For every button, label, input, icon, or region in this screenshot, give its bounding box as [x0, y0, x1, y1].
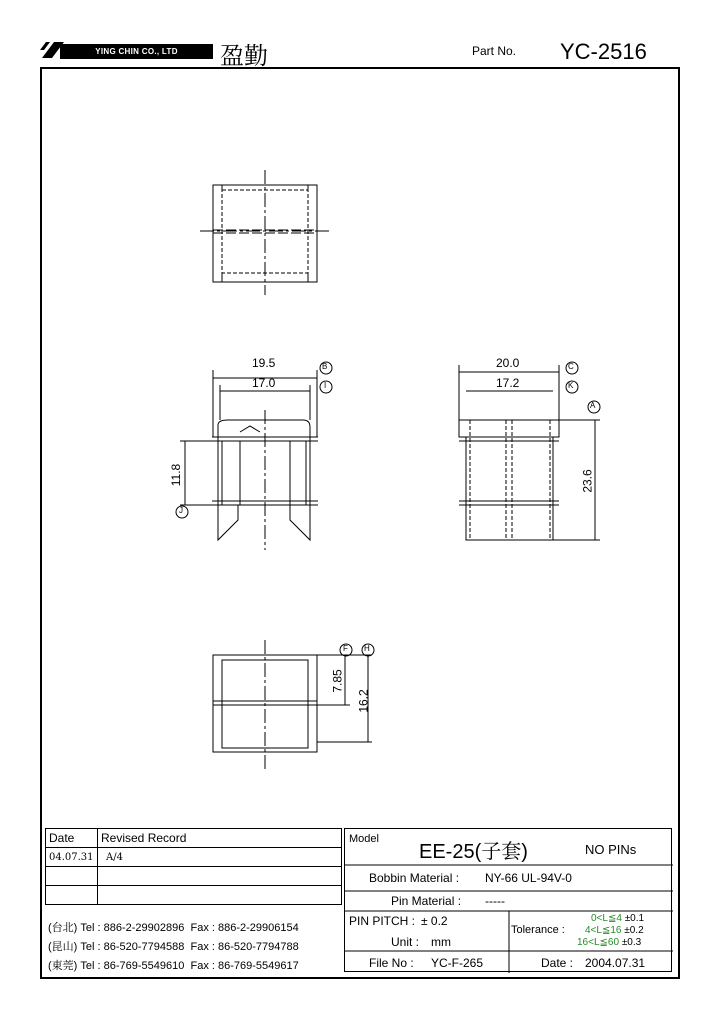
tolerance-range: 16<L≦60: [577, 937, 620, 948]
date-label: Date :: [541, 956, 574, 970]
tolerance-value: ±0.1: [624, 913, 645, 924]
contact-fax: Fax : 86-769-5549617: [190, 960, 299, 972]
contact-dongguan: [48, 957, 299, 973]
dim-11-8: 11.8: [169, 463, 184, 487]
tag-i: I: [324, 381, 327, 390]
contact-location: (昆山): [48, 941, 78, 953]
top-view: [200, 170, 330, 295]
contact-location: (東莞): [48, 960, 78, 972]
contact-location: (台北): [48, 922, 78, 934]
tag-c: C: [568, 362, 574, 371]
tolerance-label: Tolerance :: [511, 924, 565, 936]
bottom-view: [213, 640, 372, 770]
revision-date: [46, 886, 98, 905]
tolerance-range: 0<L≦4: [591, 913, 622, 924]
dim-19-5: 19.5: [252, 356, 276, 370]
file-no-value: YC-F-265: [431, 956, 484, 970]
company-name: YING CHIN CO., LTD: [60, 44, 213, 59]
pin-material-value: -----: [485, 894, 505, 908]
pin-pitch-value: ± 0.2: [421, 914, 448, 928]
tolerance-row-1: [591, 913, 644, 924]
revision-date: [46, 867, 98, 886]
table-row: [46, 848, 342, 867]
revision-table: [45, 828, 342, 905]
dim-17-0: 17.0: [252, 376, 276, 390]
revision-date: 04.07.31: [46, 848, 98, 867]
tag-h: H: [364, 644, 370, 653]
model-value: EE-25(子套): [419, 841, 528, 863]
dim-16-2: 16.2: [356, 689, 371, 713]
dim-20-0: 20.0: [496, 356, 520, 370]
model-label: Model: [349, 833, 379, 845]
bobbin-material-label: Bobbin Material :: [369, 871, 460, 885]
part-no: YC-2516: [560, 39, 647, 64]
dim-23-6: 23.6: [580, 469, 595, 493]
tag-k: K: [568, 381, 574, 390]
revision-record: A/4: [98, 848, 342, 867]
title-block: [344, 828, 672, 972]
tolerance-row-2: [585, 925, 644, 936]
front-view: [180, 370, 318, 550]
table-row: [46, 886, 342, 905]
contact-kunshan: [48, 938, 299, 954]
tolerance-value: ±0.2: [624, 925, 644, 936]
tolerance-range: 4<L≦16: [585, 925, 622, 936]
revision-record: [98, 886, 342, 905]
date-value: 2004.07.31: [585, 956, 646, 970]
tolerance-row-3: [577, 937, 641, 948]
dim-17-2: 17.2: [496, 376, 520, 390]
dim-7-85: 7.85: [330, 669, 345, 693]
pin-material-label: Pin Material :: [391, 894, 462, 908]
tag-a: A: [590, 401, 596, 410]
contact-taipei: [48, 919, 299, 935]
contact-fax: Fax : 86-520-7794788: [190, 941, 299, 953]
tag-f: F: [343, 644, 348, 653]
contact-tel: Tel : 886-2-29902896: [80, 922, 185, 934]
revision-date-header: Date: [46, 829, 98, 848]
unit-value: mm: [431, 935, 451, 949]
table-row: [46, 867, 342, 886]
tag-j: J: [179, 506, 183, 515]
side-view: [459, 365, 600, 540]
contact-tel: Tel : 86-769-5549610: [80, 960, 185, 972]
part-no-label: Part No.: [472, 44, 517, 58]
unit-label: Unit :: [391, 935, 420, 949]
company-name-cn: 盈勤: [220, 42, 268, 70]
file-no-label: File No :: [369, 956, 414, 970]
pin-pitch-label: PIN PITCH :: [349, 914, 416, 928]
bobbin-material-value: NY-66 UL-94V-0: [485, 871, 572, 885]
contact-fax: Fax : 886-2-29906154: [190, 922, 299, 934]
revision-record: [98, 867, 342, 886]
pins-value: NO PINs: [585, 842, 637, 857]
tolerance-value: ±0.3: [621, 937, 642, 948]
contact-tel: Tel : 86-520-7794588: [80, 941, 185, 953]
tag-b: B: [322, 362, 328, 371]
revision-record-header: Revised Record: [98, 829, 342, 848]
revision-header: [46, 829, 342, 848]
